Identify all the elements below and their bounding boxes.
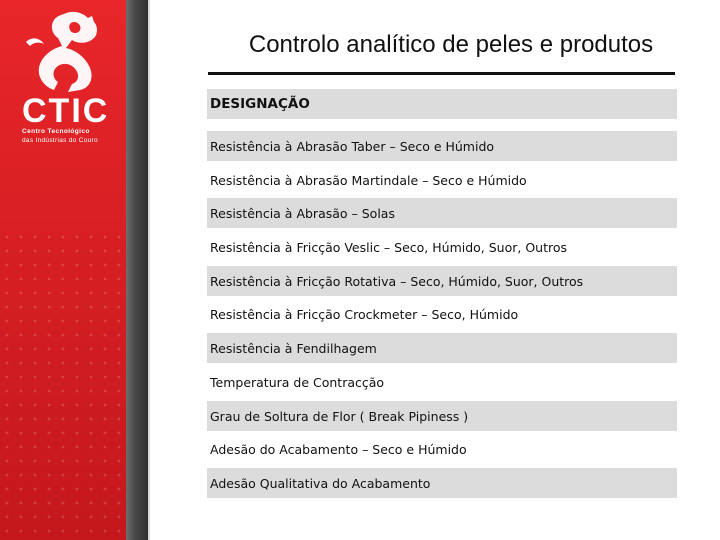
table-header: DESIGNAÇÃO — [207, 89, 677, 119]
table-row: Temperatura de Contracção — [210, 374, 385, 390]
table-row: Grau de Soltura de Flor ( Break Pipiness ) — [207, 401, 677, 431]
dark-side-strip — [126, 0, 148, 540]
logo-subtitle-2: das Indústrias do Couro — [22, 137, 98, 144]
strip-edge — [148, 0, 150, 540]
table-row: Resistência à Abrasão – Solas — [207, 198, 677, 228]
title-underline — [208, 72, 675, 75]
ctic-logo-mark-icon — [18, 8, 110, 93]
table-row: Resistência à Abrasão Taber – Seco e Húmido — [207, 131, 677, 161]
logo-subtitle-1: Centro Tecnológico — [22, 128, 90, 135]
table-row: Resistência à Fricção Rotativa – Seco, Húmido, Suor, Outros — [207, 266, 677, 296]
table-row: Resistência à Fricção Crockmeter – Seco, Húmido — [210, 307, 519, 323]
table-row: Adesão do Acabamento – Seco e Húmido — [210, 442, 467, 458]
table-row: Resistência à Fricção Veslic – Seco, Húmido, Suor, Outros — [210, 240, 568, 256]
table-row: Adesão Qualitativa do Acabamento — [207, 468, 677, 498]
table-row: Resistência à Abrasão Martindale – Seco e Húmido — [210, 172, 527, 188]
test-table — [207, 89, 677, 502]
dot-pattern — [0, 230, 126, 540]
slide-title: Controlo analítico de peles e produtos — [248, 31, 654, 58]
table-row: Resistência à Fendilhagem — [207, 333, 677, 363]
table-body — [207, 131, 677, 498]
logo-wordmark: CTIC — [22, 92, 110, 130]
brand-sidebar — [0, 0, 126, 540]
